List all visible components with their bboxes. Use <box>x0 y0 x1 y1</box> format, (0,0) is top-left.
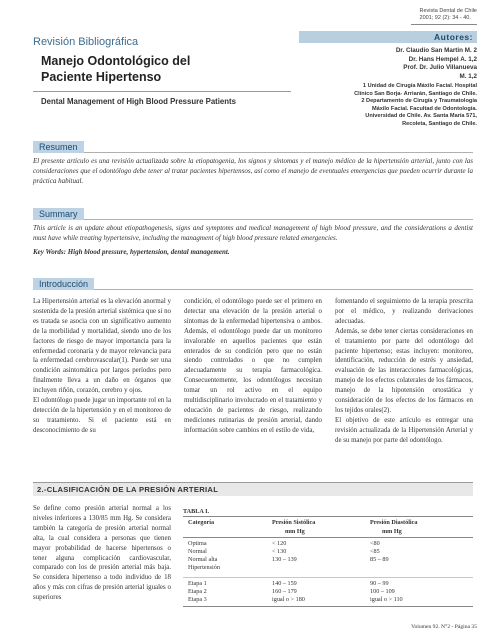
author-line: Prof. Dr. Julio Villanueva <box>403 64 477 71</box>
table-cell: 85 – 89 <box>370 556 389 563</box>
intro-paragraph: El odontólogo puede jugar un importante rol en la detección de la hipertensión y en el monitoreo de su tratamiento. Si el paciente está en desconocimiento de su <box>33 397 171 434</box>
keywords: Key Words: High blood pressure, hypertension, dental management. <box>33 248 230 256</box>
section2-heading: 2.-CLASIFICACIÓN DE LA PRESIÓN ARTERIAL <box>37 485 219 494</box>
summary-heading: Summary <box>33 208 84 220</box>
table-cell: 160 – 179 <box>272 588 297 595</box>
table-cell: igual o > 180 <box>272 596 305 603</box>
intro-paragraph: condición, el odontólogo puede ser el primero en detectar una elevación de la presión arterial o síntomas de la enfermedad hipertensiva o ambos. Además, el odontólogo puede dar un monitoreo invalorable en aquellos pacientes que están enterados de su condición pero que no están siendo controlados o que no cumplen adecuadamente su terapia farmacológica. Consecuentemente, los odontólogos necesitan tomar un rol activo en el equipo multidisciplinario involucrado en el tratamiento y educación de pacientes de riesgo, realizando mediciones rutinarias de presión arterial, dando información sobre cambios en el estilo de vida, <box>184 298 322 434</box>
table-header-category: Categoría <box>188 519 215 526</box>
affiliation-line: 2 Departamento de Cirugía y Traumatología <box>361 98 477 105</box>
table-unit-diastolic: mm Hg <box>382 528 402 535</box>
page-footer: Volumen 92. N°2 - Página 35 <box>411 624 477 630</box>
table-top-rule <box>183 516 473 517</box>
table-cell: Etapa 3 <box>188 596 207 603</box>
table-cell: < 130 <box>272 548 287 555</box>
table-bottom-rule <box>183 606 473 607</box>
intro-column-3 <box>335 297 473 446</box>
intro-paragraph: Además, se debe tener ciertas consideraciones en el tratamiento por parte del odontólogo del paciente hipertenso; estas incluyen: monitoreo, identificación, reducción de estrés y ansiedad, evaluación de las interacciones farmacológicas, manejo de los efectos colaterales de los fármacos, manejo de la hipotensión ortostática y consideración de los efectos de los fármacos en los tejidos orales(2). <box>335 327 473 414</box>
table-header-systolic: Presión Sistólica <box>272 519 316 526</box>
journal-name: Revista Dental de Chile <box>419 8 477 14</box>
table-unit-systolic: mm Hg <box>285 528 305 535</box>
table-header-rule <box>183 537 473 538</box>
table-cell: 130 – 139 <box>272 556 297 563</box>
table-cell: Optima <box>188 540 207 547</box>
intro-paragraph: La Hipertensión arterial es la elevación anormal y sostenida de la presión arterial sistémica que si no es tratada se asocia con un significativo aumento de la morbilidad y mortalidad, siendo uno de los factores de riesgo de mayor importancia para la enfermedad coronaria y de mayor relevancia para la enfermedad cerebrovascular(1). Puede ser una condición asintomática por largos períodos pero finalmente lleva a un daño en órganos que incluyen riñón, corazón, cerebro y ojos. <box>33 298 171 395</box>
introduccion-header <box>33 278 473 290</box>
resumen-header <box>33 141 473 153</box>
table-cell: Normal alta <box>188 556 218 563</box>
affiliation-line: Clínico San Borja- Arriarán, Santiago de Chile. <box>354 90 477 97</box>
journal-volume: 2001; 92 (2): 34 - 40. <box>419 15 471 21</box>
table-cell: <80 <box>370 540 380 547</box>
title-line: Paciente Hipertenso <box>41 69 162 84</box>
author-line: Dr. Claudio San Martin M. 2 <box>395 47 477 54</box>
resumen-heading: Resumen <box>33 141 84 153</box>
table-group1-categories <box>188 540 220 572</box>
table-cell: 140 – 159 <box>272 580 297 587</box>
intro-paragraph: El objetivo de este artículo es entregar una revisión actualizada de la Hipertensión Arterial y de su manejo por parte del odontólogo. <box>335 416 473 444</box>
table-header-diastolic: Presión Diastólica <box>370 519 418 526</box>
table-group2-categories <box>188 580 207 604</box>
affiliation-line: Máxilo Facial. Facultad de Odontología. <box>371 105 477 112</box>
intro-column-2 <box>184 297 322 436</box>
table-group2-diastolic <box>370 580 403 604</box>
table-cell: Etapa 2 <box>188 588 207 595</box>
table-title: TABLA I. <box>183 508 210 515</box>
summary-header <box>33 208 473 220</box>
table-cell: <85 <box>370 548 380 555</box>
authors-label: Autores: <box>434 32 473 42</box>
table-cell: Etapa 1 <box>188 580 207 587</box>
table-cell: Normal <box>188 548 207 555</box>
intro-column-1 <box>33 297 171 436</box>
top-divider <box>411 24 477 25</box>
table-cell: Hipertensión <box>188 564 220 571</box>
title-divider <box>33 91 291 92</box>
english-title: Dental Management of High Blood Pressure Patients <box>41 97 236 106</box>
affiliation-line: Universidad de Chile. Av. Santa María 571, <box>365 113 477 120</box>
section-type-label: Revisión Bibliográfica <box>33 36 139 48</box>
table-cell: 90 – 99 <box>370 580 389 587</box>
title-line: Manejo Odontológico del <box>41 54 191 68</box>
table-cell: < 120 <box>272 540 287 547</box>
section2-header <box>33 482 473 496</box>
section2-text: Se define como presión arterial normal a los niveles inferiores a 130/85 mm Hg. Se considera también la categoría de presión arterial normal alta, la cual considera a personas que tienen mayor probabilidad de hacerse hipertensos o tener alguna complicación cardiovascular, comparado con los de presión arterial más baja. Se considera hipertenso a todo individuo de 18 años y más con cifras de presión arterial iguales o superiores <box>33 505 171 602</box>
resumen-text: El presente artículo es una revisión actualizada sobre la etiopatogenia, los signos y síntomas y el manejo médico de la hipertensión arterial, junto con las consideraciones que el odontólogo debe tener al tratar pacientes hipertensos, así como el manejo de eventuales emergencias que pueden ocurrir durante la práctica habitual. <box>33 157 473 185</box>
authors-header <box>299 31 477 43</box>
table-group1-diastolic <box>370 540 389 564</box>
author-line: Dr. Hans Hempel A. 1,2 <box>408 55 477 63</box>
table-cell: 100 – 109 <box>370 588 395 595</box>
journal-citation <box>420 8 477 22</box>
summary-text: This article is an update about etiopathogenesis, signs and symptoms and medical management of high blood pressure, and the considerations a dentist must have while treating hypertensive, including the managment of high blood pressure related emergencies. <box>33 224 473 242</box>
introduccion-heading: Introducción <box>33 278 94 290</box>
affiliation-line: 1 Unidad de Cirugía Máxilo Facial. Hospital <box>362 83 477 89</box>
table-cell: igual o > 110 <box>370 596 403 603</box>
table-group1-systolic <box>272 540 297 564</box>
affiliation-line: Recoleta, Santiago de Chile. <box>402 120 477 127</box>
author-line: M. 1,2 <box>459 72 477 80</box>
intro-paragraph: fomentando el seguimiento de la terapia prescrita por el médico, y realizando derivaciones adecuadas. <box>335 298 473 325</box>
table-group2-systolic <box>272 580 305 604</box>
table-group-divider <box>183 577 473 578</box>
affiliations <box>299 83 477 129</box>
authors-list <box>307 47 477 81</box>
article-title <box>41 54 190 85</box>
